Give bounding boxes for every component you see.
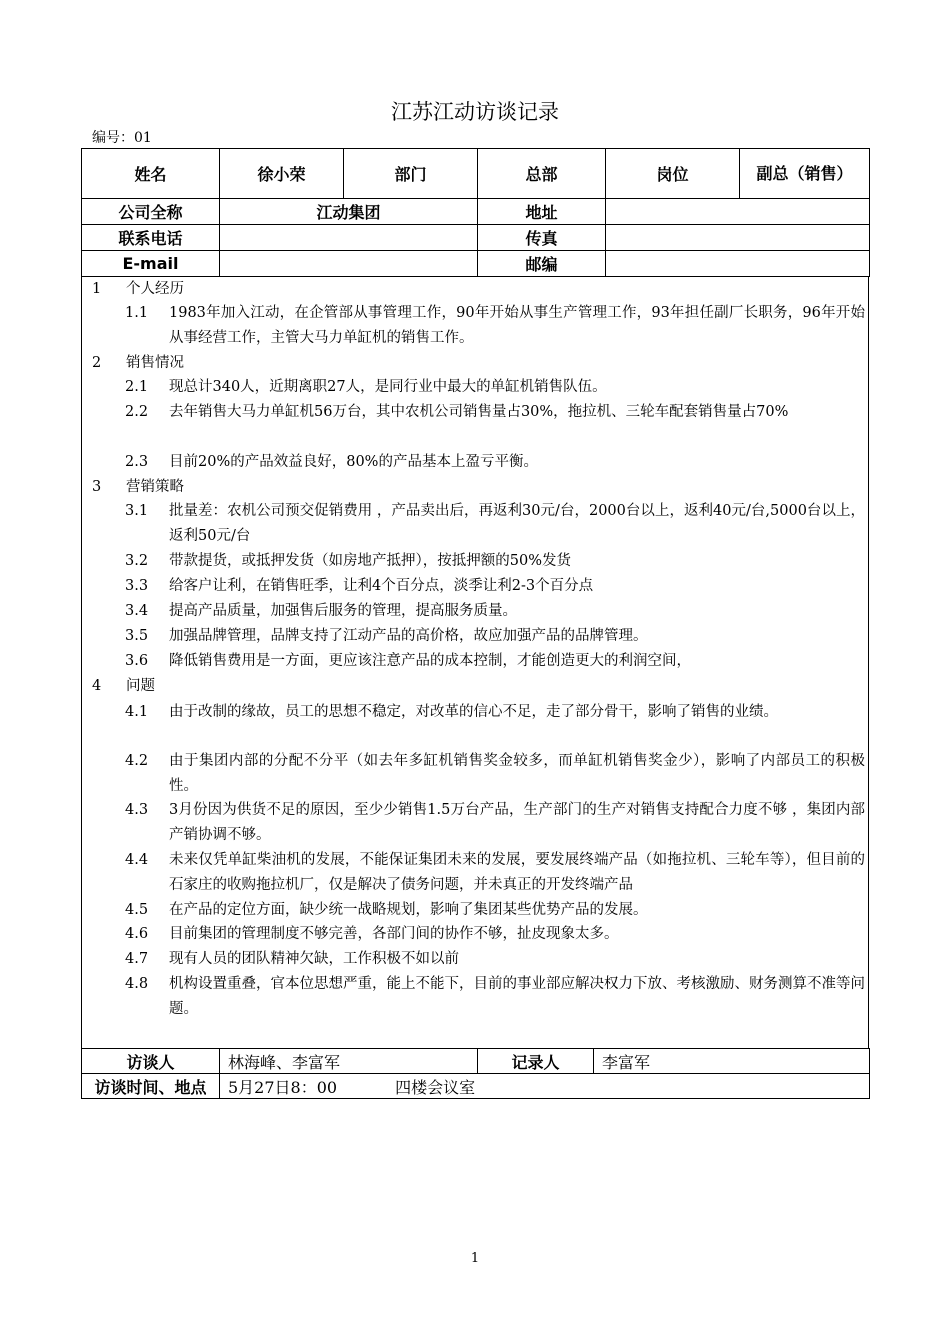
item-number: 2.3: [125, 454, 149, 470]
item-number: 2.2: [125, 404, 149, 420]
item-text: 在产品的定位方面，缺少统一战略规划，影响了集团某些优势产品的发展。: [169, 902, 648, 918]
postcode-label: 邮编: [478, 251, 606, 277]
item-text: 降低销售费用是一方面，更应该注意产品的成本控制，才能创造更大的利润空间，: [169, 653, 691, 669]
info-row-company: [82, 199, 870, 225]
page-number: 1: [470, 1251, 480, 1266]
info-row-email: [82, 251, 870, 277]
section-title: 个人经历: [126, 281, 184, 297]
list-item: [125, 574, 865, 599]
section-title: 营销策略: [126, 479, 184, 495]
recorder-value: 李富军: [594, 1049, 870, 1074]
item-text: 目前集团的管理制度不够完善，各部门间的协作不够，扯皮现象太多。: [169, 926, 619, 942]
name-value: 徐小荣: [220, 149, 344, 199]
item-number: 4.7: [125, 951, 149, 967]
list-item: [125, 972, 865, 1021]
list-item: [125, 301, 865, 350]
list-item: [125, 400, 865, 425]
item-text: 现有人员的团队精神欠缺，工作积极不如以前: [169, 951, 459, 967]
address-label: 地址: [478, 199, 606, 225]
item-text: 带款提货，或抵押发货（如房地产抵押），按抵押额的50%发货: [169, 553, 571, 569]
item-number: 3.2: [125, 553, 149, 569]
item-number: 2.1: [125, 379, 149, 395]
email-value: [220, 251, 478, 277]
list-item: [125, 450, 865, 475]
section-heading: [92, 351, 184, 376]
interview-time: 5月27日8：00: [228, 1077, 338, 1097]
item-text: 现总计340人，近期离职27人，是同行业中最大的单缸机销售队伍。: [169, 379, 607, 395]
info-row-name: [82, 149, 870, 199]
item-text: 目前20%的产品效益良好，80%的产品基本上盈亏平衡。: [169, 454, 538, 470]
name-label: 姓名: [82, 149, 220, 199]
item-text: 批量差：农机公司预交促销费用 ，产品卖出后，再返利30元/台，2000台以上，返利40元/台,5000台以上，返利50元/台: [169, 503, 865, 544]
item-number: 3.6: [125, 653, 149, 669]
interview-record-table: [81, 1048, 870, 1099]
item-text: 机构设置重叠，官本位思想严重，能上不能下，目前的事业部应解决权力下放、考核激励、财务测算不准等问题。: [169, 976, 865, 1017]
fax-label: 传真: [478, 225, 606, 251]
section-number: 4: [92, 678, 102, 694]
list-item: [125, 549, 865, 574]
interview-content: [81, 276, 869, 1048]
item-text: 1983年加入江动，在企管部从事管理工作，90年开始从事生产管理工作，93年担任副厂长职务，96年开始从事经营工作，主管大马力单缸机的销售工作。: [169, 305, 865, 346]
dept-value: 总部: [478, 149, 606, 199]
interviewer-value: 林海峰、李富军: [220, 1049, 478, 1074]
phone-label: 联系电话: [82, 225, 220, 251]
interviewee-info-table: [81, 148, 870, 277]
list-item: [125, 922, 865, 947]
company-value: 江动集团: [220, 199, 478, 225]
list-item: [125, 798, 865, 847]
list-item: [125, 599, 865, 624]
email-label: E-mail: [82, 251, 220, 277]
section-heading: [92, 674, 155, 699]
section-heading: [92, 475, 184, 500]
postcode-value: [606, 251, 870, 277]
interview-place: 四楼会议室: [395, 1077, 476, 1097]
list-item: [125, 848, 865, 897]
fax-value: [606, 225, 870, 251]
item-text: 加强品牌管理，品牌支持了江动产品的高价格，故应加强产品的品牌管理。: [169, 628, 648, 644]
address-value: [606, 199, 870, 225]
item-number: 3.1: [125, 503, 149, 519]
position-value: 副总（销售）: [740, 149, 870, 199]
item-text: 去年销售大马力单缸机56万台，其中农机公司销售量占30%，拖拉机、三轮车配套销售量占70%: [169, 404, 789, 420]
item-text: 未来仅凭单缸柴油机的发展，不能保证集团未来的发展，要发展终端产品（如拖拉机、三轮车等），但目前的石家庄的收购拖拉机厂，仅是解决了债务问题，并未真正的开发终端产品: [169, 852, 865, 893]
info-row-phone: [82, 225, 870, 251]
item-number: 3.4: [125, 603, 149, 619]
list-item: [125, 499, 865, 548]
list-item: [125, 700, 865, 725]
dept-label: 部门: [344, 149, 478, 199]
list-item: [125, 649, 865, 674]
list-item: [125, 898, 865, 923]
list-item: [125, 375, 865, 400]
time-place-label: 访谈时间、地点: [82, 1074, 220, 1099]
item-text: 由于集团内部的分配不分平（如去年多缸机销售奖金较多，而单缸机销售奖金少），影响了内部员工的积极性。: [169, 753, 865, 794]
section-title: 销售情况: [126, 355, 184, 371]
item-text: 由于改制的缘故，员工的思想不稳定，对改革的信心不足，走了部分骨干，影响了销售的业绩。: [169, 704, 778, 720]
section-number: 2: [92, 355, 102, 371]
section-heading: [92, 277, 184, 302]
item-number: 4.4: [125, 852, 149, 868]
document-number: 编号：01: [92, 130, 152, 146]
section-number: 3: [92, 479, 102, 495]
item-number: 4.6: [125, 926, 149, 942]
item-number: 4.8: [125, 976, 149, 992]
document-title: 江苏江动访谈记录: [391, 100, 559, 124]
time-place-value: [220, 1074, 870, 1099]
item-number: 3.5: [125, 628, 149, 644]
item-text: 3月份因为供货不足的原因，至少少销售1.5万台产品，生产部门的生产对销售支持配合力度不够 ，集团内部产销协调不够。: [169, 802, 865, 843]
list-item: [125, 624, 865, 649]
item-number: 4.2: [125, 753, 149, 769]
recorder-label: 记录人: [478, 1049, 594, 1074]
record-row-people: [82, 1049, 870, 1074]
section-number: 1: [92, 281, 102, 297]
interviewer-label: 访谈人: [82, 1049, 220, 1074]
company-label: 公司全称: [82, 199, 220, 225]
position-label: 岗位: [606, 149, 740, 199]
item-number: 4.1: [125, 704, 149, 720]
item-number: 1.1: [125, 305, 149, 321]
item-number: 4.3: [125, 802, 149, 818]
item-text: 提高产品质量，加强售后服务的管理，提高服务质量。: [169, 603, 517, 619]
list-item: [125, 749, 865, 798]
list-item: [125, 947, 865, 972]
item-text: 给客户让利，在销售旺季，让利4个百分点，淡季让利2-3个百分点: [169, 578, 594, 594]
item-number: 3.3: [125, 578, 149, 594]
item-number: 4.5: [125, 902, 149, 918]
record-row-time: [82, 1074, 870, 1099]
section-title: 问题: [126, 678, 155, 694]
phone-value: [220, 225, 478, 251]
